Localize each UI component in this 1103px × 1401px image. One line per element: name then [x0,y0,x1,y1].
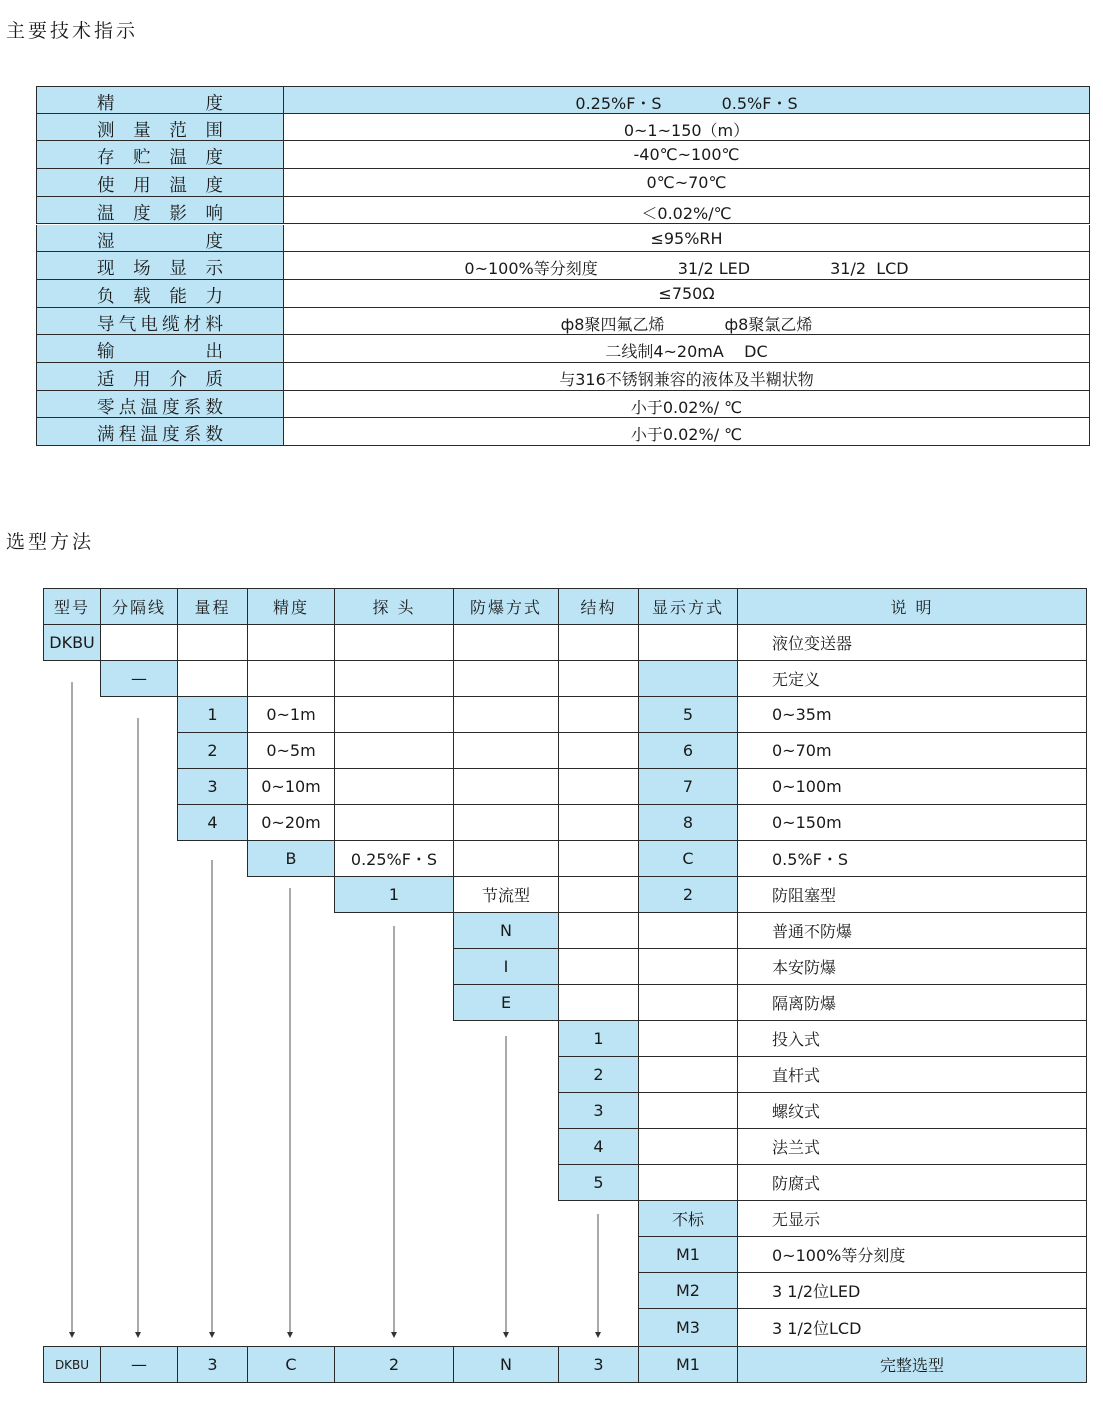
sel-desc-cell: 直杆式 [737,1056,1087,1093]
sel-empty-cell [177,660,248,697]
sel-option-cell: 0~1m [247,696,335,733]
spec-value-part: 二线制4~20mA DC [605,342,768,362]
sel-example-cell: 3 [177,1346,248,1383]
spec-label-char: 湿 [97,231,115,252]
spec-label-char: 电 [140,314,158,335]
sel-code-cell: I [453,948,559,985]
spec-label-char: 度 [205,148,223,169]
sel-code-cell: 3 [558,1092,639,1129]
arrow-head [595,1332,601,1338]
sel-empty-cell [638,948,738,985]
spec-label-char: 介 [169,370,187,390]
spec-label-char: 温 [140,425,158,446]
sel-empty-cell [638,660,738,697]
sel-example-cell: C [247,1346,335,1383]
sel-code-cell: 4 [558,1128,639,1165]
selection-heading: 选型方法 [6,531,95,553]
spec-label-char: 测 [97,120,115,141]
spec-label-char: 度 [133,203,151,224]
sel-code-cell: 1 [558,1020,639,1057]
spec-value-part: -40℃~100℃ [633,145,740,165]
sel-empty-cell [558,984,639,1021]
sel-empty-cell [638,624,738,661]
sel-empty-cell [558,876,639,913]
spec-label-char: 量 [133,120,151,141]
sel-empty-cell [453,732,559,769]
sel-code-cell: DKBU [43,624,101,661]
sel-empty-cell [334,732,454,769]
spec-label-char: 导 [97,314,115,335]
sel-desc-cell: 0~35m [737,696,1087,733]
spec-value-part: 31/2 LED [677,259,751,279]
spec-label-char: 温 [140,397,158,418]
sel-desc-cell: 无显示 [737,1200,1087,1237]
sel-code-cell: 6 [638,732,738,769]
spec-label-char: 示 [205,259,223,280]
sel-code-cell: M2 [638,1272,738,1309]
sel-desc-cell: 3 1/2位LED [737,1272,1087,1309]
spec-label-char: 度 [162,397,180,418]
sel-header-cell: 说 明 [737,588,1087,625]
sel-code-cell: B [247,840,335,877]
spec-label-char: 现 [97,259,115,280]
spec-label-char: 温 [97,203,115,224]
sel-example-cell: N [453,1346,559,1383]
spec-label-char: 质 [205,370,223,390]
arrow-head [391,1332,397,1338]
sel-empty-cell [558,948,639,985]
spec-value-part: ≤95%RH [650,228,723,248]
spec-label-char: 范 [169,120,187,141]
sel-empty-cell [334,624,454,661]
spec-label-char: 能 [169,286,187,307]
sel-desc-cell: 0~150m [737,804,1087,841]
sel-example-cell: DKBU [43,1346,101,1383]
sel-empty-cell [558,732,639,769]
spec-label-char: 缆 [162,314,180,335]
sel-empty-cell [177,624,248,661]
sel-header-cell: 结构 [558,588,639,625]
spec-label-char: 出 [205,342,223,363]
sel-empty-cell [638,1092,738,1129]
spec-value-part: 小于0.02%/ ℃ [630,397,743,417]
spec-label-char: 负 [97,286,115,307]
spec-label-char: 响 [205,203,223,224]
sel-empty-cell [638,912,738,949]
sel-option-cell: 0~20m [247,804,335,841]
spec-label-char: 数 [205,397,223,418]
sel-desc-cell: 0.5%F・S [737,840,1087,877]
sel-option-cell: 0~5m [247,732,335,769]
sel-example-cell: 2 [334,1346,454,1383]
spec-label-char: 零 [97,397,115,418]
sel-desc-cell: 隔离防爆 [737,984,1087,1021]
sel-example-desc-cell: 完整选型 [737,1346,1087,1383]
sel-code-cell: M3 [638,1308,738,1347]
sel-example-cell: 3 [558,1346,639,1383]
spec-label-char: 力 [205,286,223,307]
spec-label-char: 载 [133,286,151,307]
spec-value-part: ф8聚氯乙烯 [724,314,813,334]
sel-desc-cell: 3 1/2位LCD [737,1308,1087,1347]
sel-code-cell: C [638,840,738,877]
spec-label-char: 材 [183,314,202,335]
sel-empty-cell [453,696,559,733]
sel-code-cell: 8 [638,804,738,841]
sel-empty-cell [334,696,454,733]
sel-desc-cell: 液位变送器 [737,624,1087,661]
sel-header-cell: 防爆方式 [453,588,559,625]
spec-label-char: 贮 [133,148,151,169]
arrow-head [287,1332,293,1338]
sel-desc-cell: 0~70m [737,732,1087,769]
sel-desc-cell: 0~100m [737,768,1087,805]
sel-desc-cell: 0~100%等分刻度 [737,1236,1087,1273]
sel-code-cell: 3 [177,768,248,805]
spec-label-char: 围 [205,120,223,141]
sel-empty-cell [558,768,639,805]
sel-code-cell: 2 [177,732,248,769]
sel-empty-cell [100,624,178,661]
sel-empty-cell [334,768,454,805]
sel-empty-cell [638,1128,738,1165]
spec-label-char: 气 [118,314,137,335]
sel-code-cell: E [453,984,559,1021]
spec-label-char: 用 [133,176,151,197]
spec-label-char: 温 [169,176,187,197]
spec-value-part: 31/2 LCD [830,259,909,279]
sel-code-cell: 不标 [638,1200,738,1237]
spec-label-char: 存 [97,148,115,169]
arrow-head [69,1332,75,1338]
spec-label-char: 料 [205,314,223,335]
sel-empty-cell [453,660,559,697]
sel-empty-cell [453,840,559,877]
spec-label-char: 度 [205,231,223,252]
sel-empty-cell [558,624,639,661]
spec-label-char: 数 [205,425,223,446]
sel-code-cell: 2 [558,1056,639,1093]
sel-empty-cell [558,696,639,733]
spec-label-char: 度 [205,94,223,114]
sel-empty-cell [638,1164,738,1201]
sel-code-cell: 5 [558,1164,639,1201]
sel-header-cell: 显示方式 [638,588,738,625]
arrow-head [135,1332,141,1338]
sel-empty-cell [558,804,639,841]
sel-empty-cell [638,1020,738,1057]
spec-label-char: 满 [97,425,115,446]
spec-label-char: 使 [97,176,115,197]
sel-empty-cell [638,984,738,1021]
sel-desc-cell: 投入式 [737,1020,1087,1057]
spec-value-part: 0~1~150（m） [623,120,750,140]
sel-header-cell: 分隔线 [100,588,178,625]
spec-value-part: 0.25%F・S [575,94,662,113]
spec-label-char: 精 [97,94,115,114]
spec-value-part: 与316不锈钢兼容的液体及半糊状物 [559,370,814,389]
sel-header-cell: 型号 [43,588,101,625]
sel-code-cell: 5 [638,696,738,733]
spec-label-char: 度 [162,425,180,446]
spec-label-char: 场 [133,259,151,280]
arrow-head [503,1332,509,1338]
sel-desc-cell: 防腐式 [737,1164,1087,1201]
spec-label-char: 用 [133,370,151,390]
sel-empty-cell [247,660,335,697]
spec-label-char: 度 [205,176,223,197]
sel-code-cell: 1 [334,876,454,913]
sel-header-cell: 量程 [177,588,248,625]
sel-desc-cell: 普通不防爆 [737,912,1087,949]
sel-option-cell: 0~10m [247,768,335,805]
sel-desc-cell: 防阻塞型 [737,876,1087,913]
sel-desc-cell: 法兰式 [737,1128,1087,1165]
spec-label-char: 显 [169,259,187,280]
spec-value-part: ф8聚四氟乙烯 [560,314,665,334]
spec-label-char: 适 [97,370,115,390]
spec-value-part: ≤750Ω [658,283,715,303]
spec-value-part: 0℃~70℃ [646,173,727,193]
sel-empty-cell [334,804,454,841]
spec-label-char: 影 [169,203,187,224]
sel-option-cell: 0.25%F・S [334,840,454,877]
sel-empty-cell [558,660,639,697]
sel-example-cell: — [100,1346,178,1383]
sel-empty-cell [247,624,335,661]
sel-code-cell: 4 [177,804,248,841]
sel-empty-cell [558,912,639,949]
spec-heading: 主要技术指示 [6,20,139,42]
sel-option-cell: 节流型 [453,876,559,913]
sel-desc-cell: 无定义 [737,660,1087,697]
sel-code-cell: 7 [638,768,738,805]
sel-header-cell: 探 头 [334,588,454,625]
spec-value-part: 0.5%F・S [721,94,798,113]
spec-label-char: 程 [118,425,137,446]
sel-desc-cell: 本安防爆 [737,948,1087,985]
arrow-head [209,1332,215,1338]
spec-label-char: 系 [183,425,202,446]
sel-example-cell: M1 [638,1346,738,1383]
sel-code-cell: 1 [177,696,248,733]
sel-code-cell: — [100,660,178,697]
sel-empty-cell [638,1056,738,1093]
spec-value-part: 0~100%等分刻度 [464,259,598,279]
spec-value-part: 小于0.02%/ ℃ [630,425,743,445]
sel-desc-cell: 螺纹式 [737,1092,1087,1129]
sel-code-cell: M1 [638,1236,738,1273]
sel-empty-cell [453,768,559,805]
spec-value-part: ＜0.02%/℃ [641,203,732,223]
sel-empty-cell [453,804,559,841]
sel-empty-cell [453,624,559,661]
sel-code-cell: N [453,912,559,949]
spec-label-char: 点 [118,397,137,418]
sel-empty-cell [558,840,639,877]
spec-label-char: 温 [169,148,187,169]
spec-label-char: 输 [97,342,115,363]
spec-label-char: 系 [183,397,202,418]
sel-empty-cell [334,660,454,697]
sel-code-cell: 2 [638,876,738,913]
sel-header-cell: 精度 [247,588,335,625]
